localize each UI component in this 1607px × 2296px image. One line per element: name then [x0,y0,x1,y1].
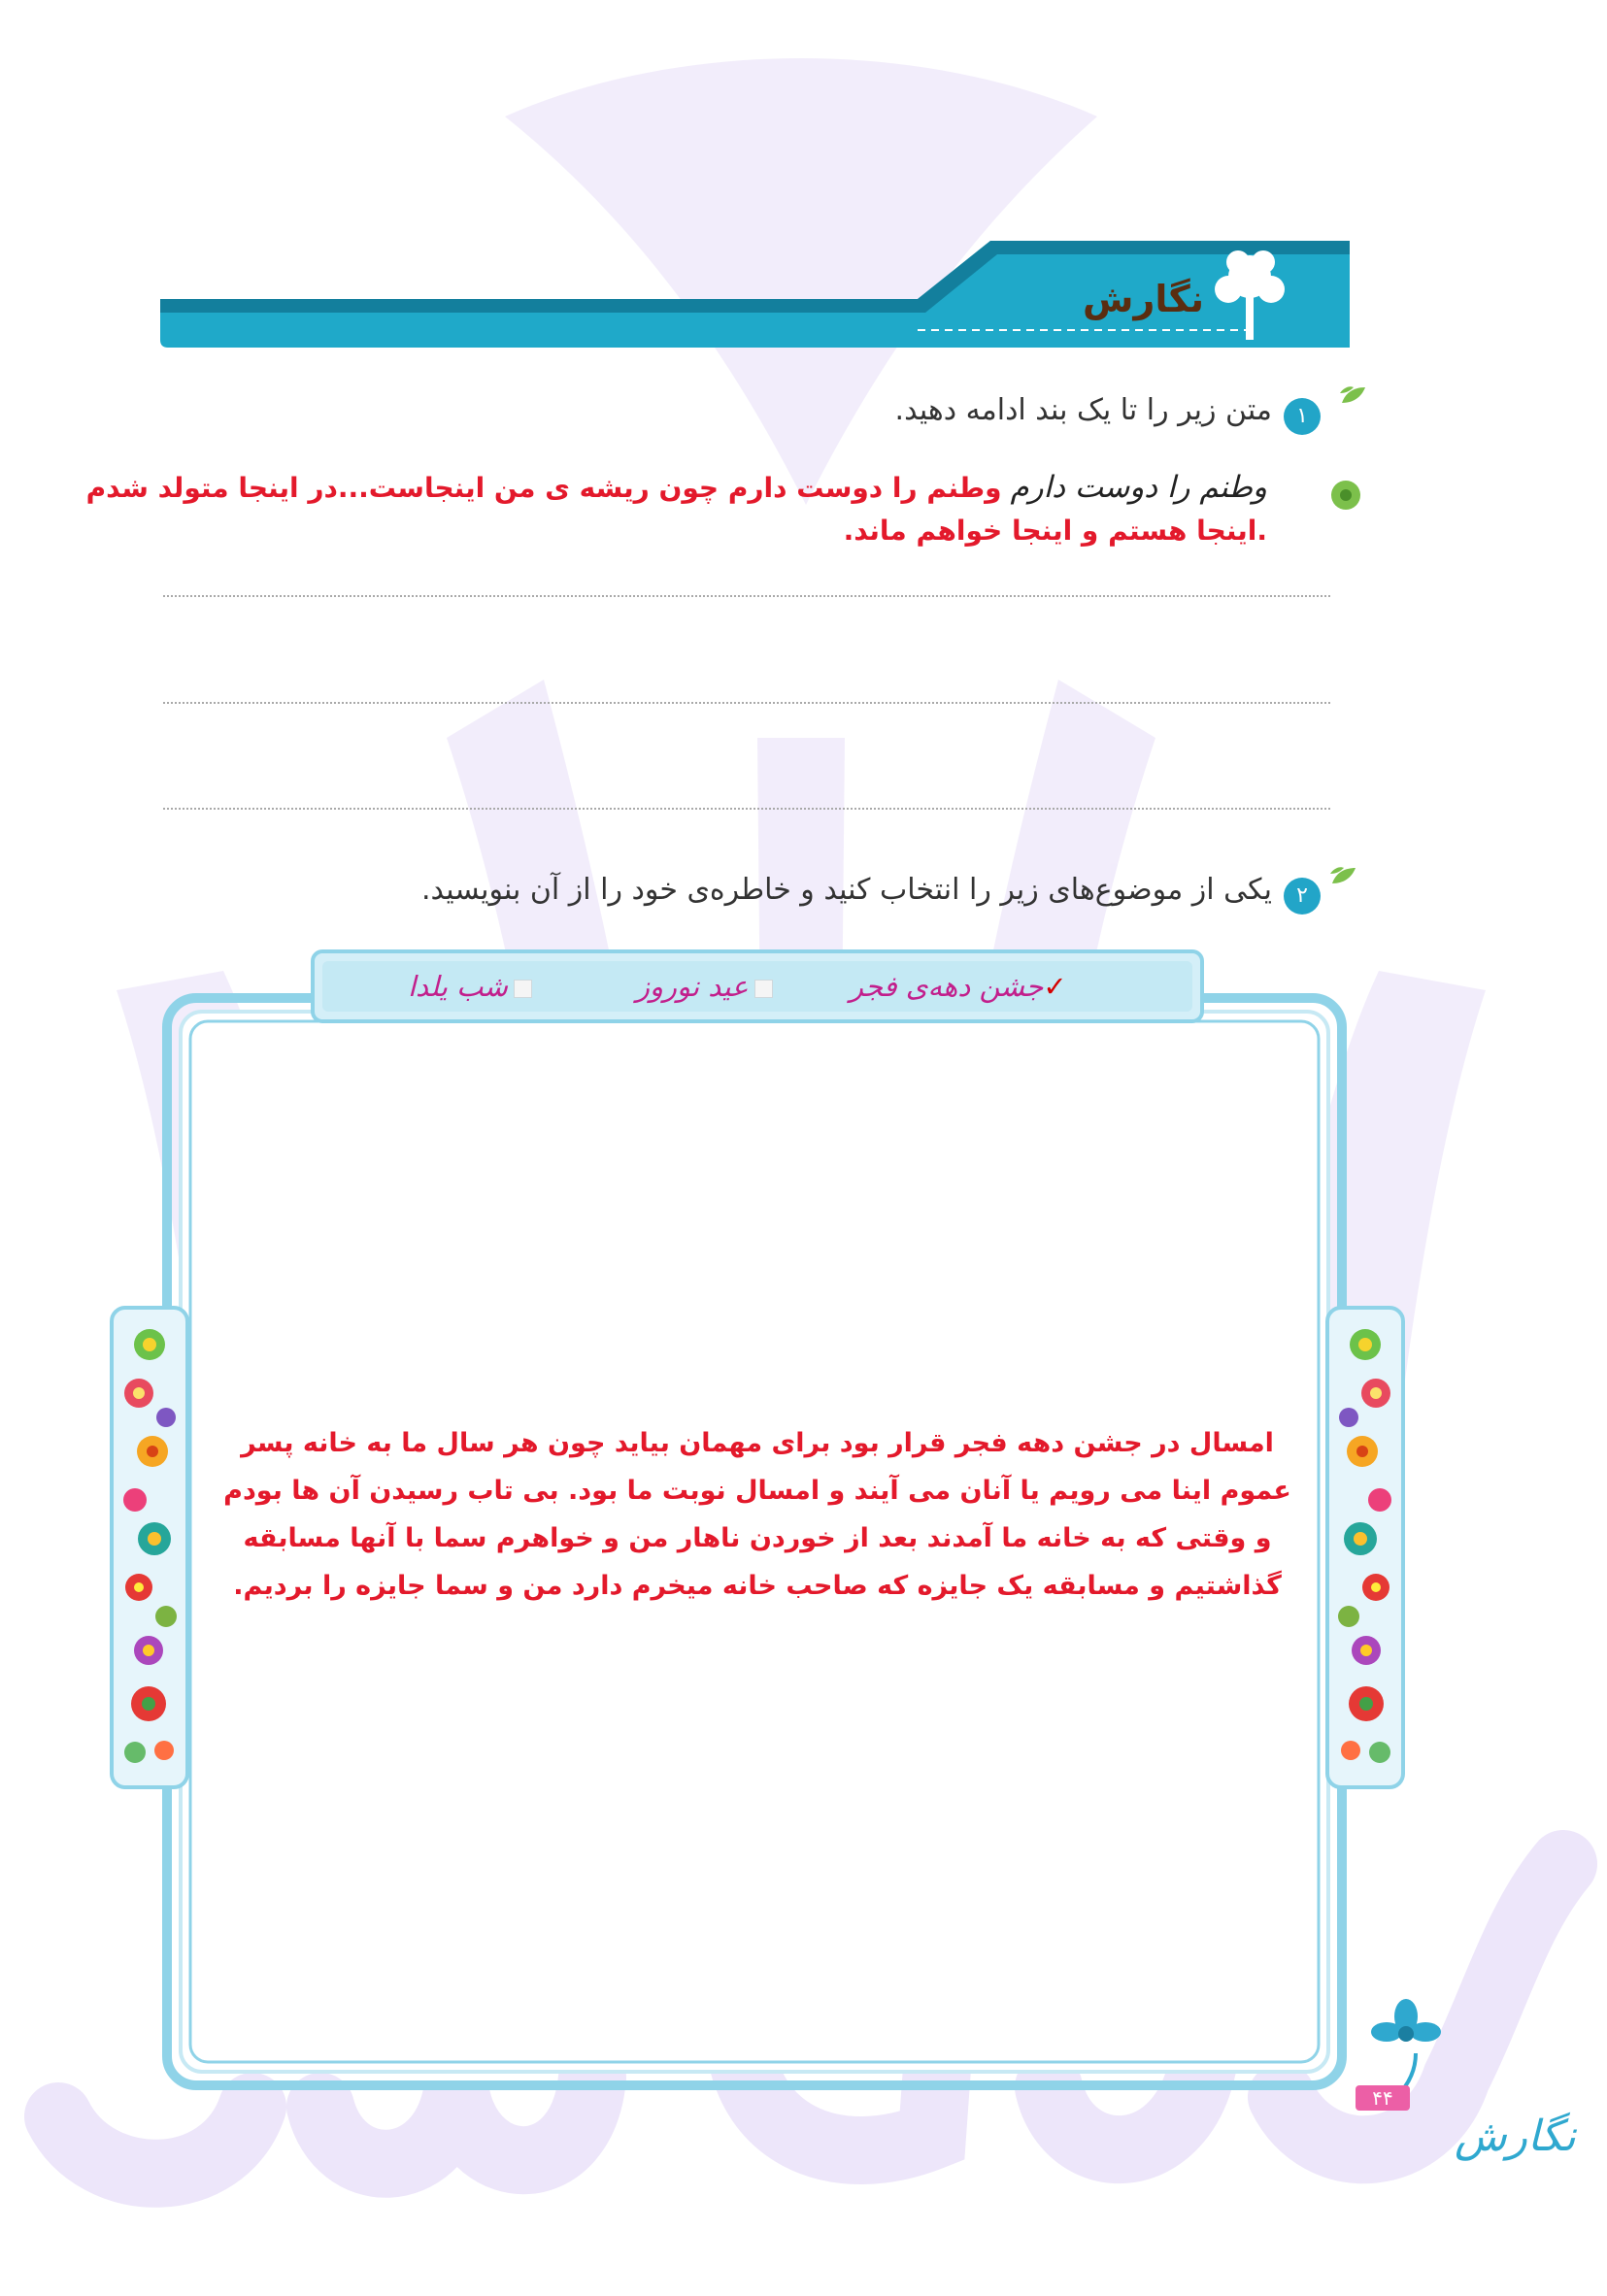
leaf-icon [1338,383,1367,407]
flower-bullet-icon [1326,476,1365,515]
topic-option-fajr[interactable] [850,964,1067,1009]
question-instruction: متن زیر را تا یک بند ادامه دهید. [894,393,1272,427]
answer-paragraph-1 [15,466,1267,552]
checkbox[interactable] [514,980,532,998]
section-title: نگارش [1083,278,1204,320]
flower-border-left [110,1306,189,1789]
question-number: ۱ [1284,398,1321,435]
page-badge [1348,1995,1576,2165]
flower-border-right [1325,1306,1405,1789]
question-instruction: یکی از موضوع‌های زیر را انتخاب کنید و خاطره‌ی خود را از آن بنویسید. [421,873,1272,907]
check-mark-icon: ✓ [1043,970,1067,1003]
writing-line [163,702,1330,704]
topic-option-nowruz[interactable] [636,964,773,1009]
topic-label: شب یلدا [408,970,508,1003]
answer-paragraph-2: امسال در جشن دهه فجر قرار بود برای مهمان بیاید چون هر سال ما به خانه پسر عموم اینا می رویم یا آنان می آیند و امسال نوبت ما بود. بی تاب رسیدن آن ها بودم و وقتی که به خانه ما آمدند بعد از خوردن ناهار من و خواهرم سما با آنها مسابقه گذاشتیم و مسابقه یک جایزه که صاحب خانه میخرم دارد من و سما جایزه را بردیم. [223,1428,1291,1601]
topic-label: جشن دهه‌ی فجر [850,970,1044,1003]
topic-option-yalda[interactable] [408,964,532,1009]
question-number: ۲ [1284,878,1321,915]
leaf-icon [1328,864,1357,887]
writing-line [163,595,1330,597]
topic-label: عید نوروز [636,970,749,1003]
checkbox[interactable] [754,980,773,998]
prompt-text: وطنم را دوست دارم [1010,470,1267,505]
flower-icon [1371,1999,1441,2042]
writing-line [163,808,1330,810]
answer-text: وطنم را دوست دارم چون ریشه ی من اینجاست...در اینجا متولد شدم .اینجا هستم و اینجا خواهم ماند. [85,472,1267,547]
page-number: ۴۴ [1356,2085,1410,2111]
badge-text: نگارش [1455,2112,1576,2161]
